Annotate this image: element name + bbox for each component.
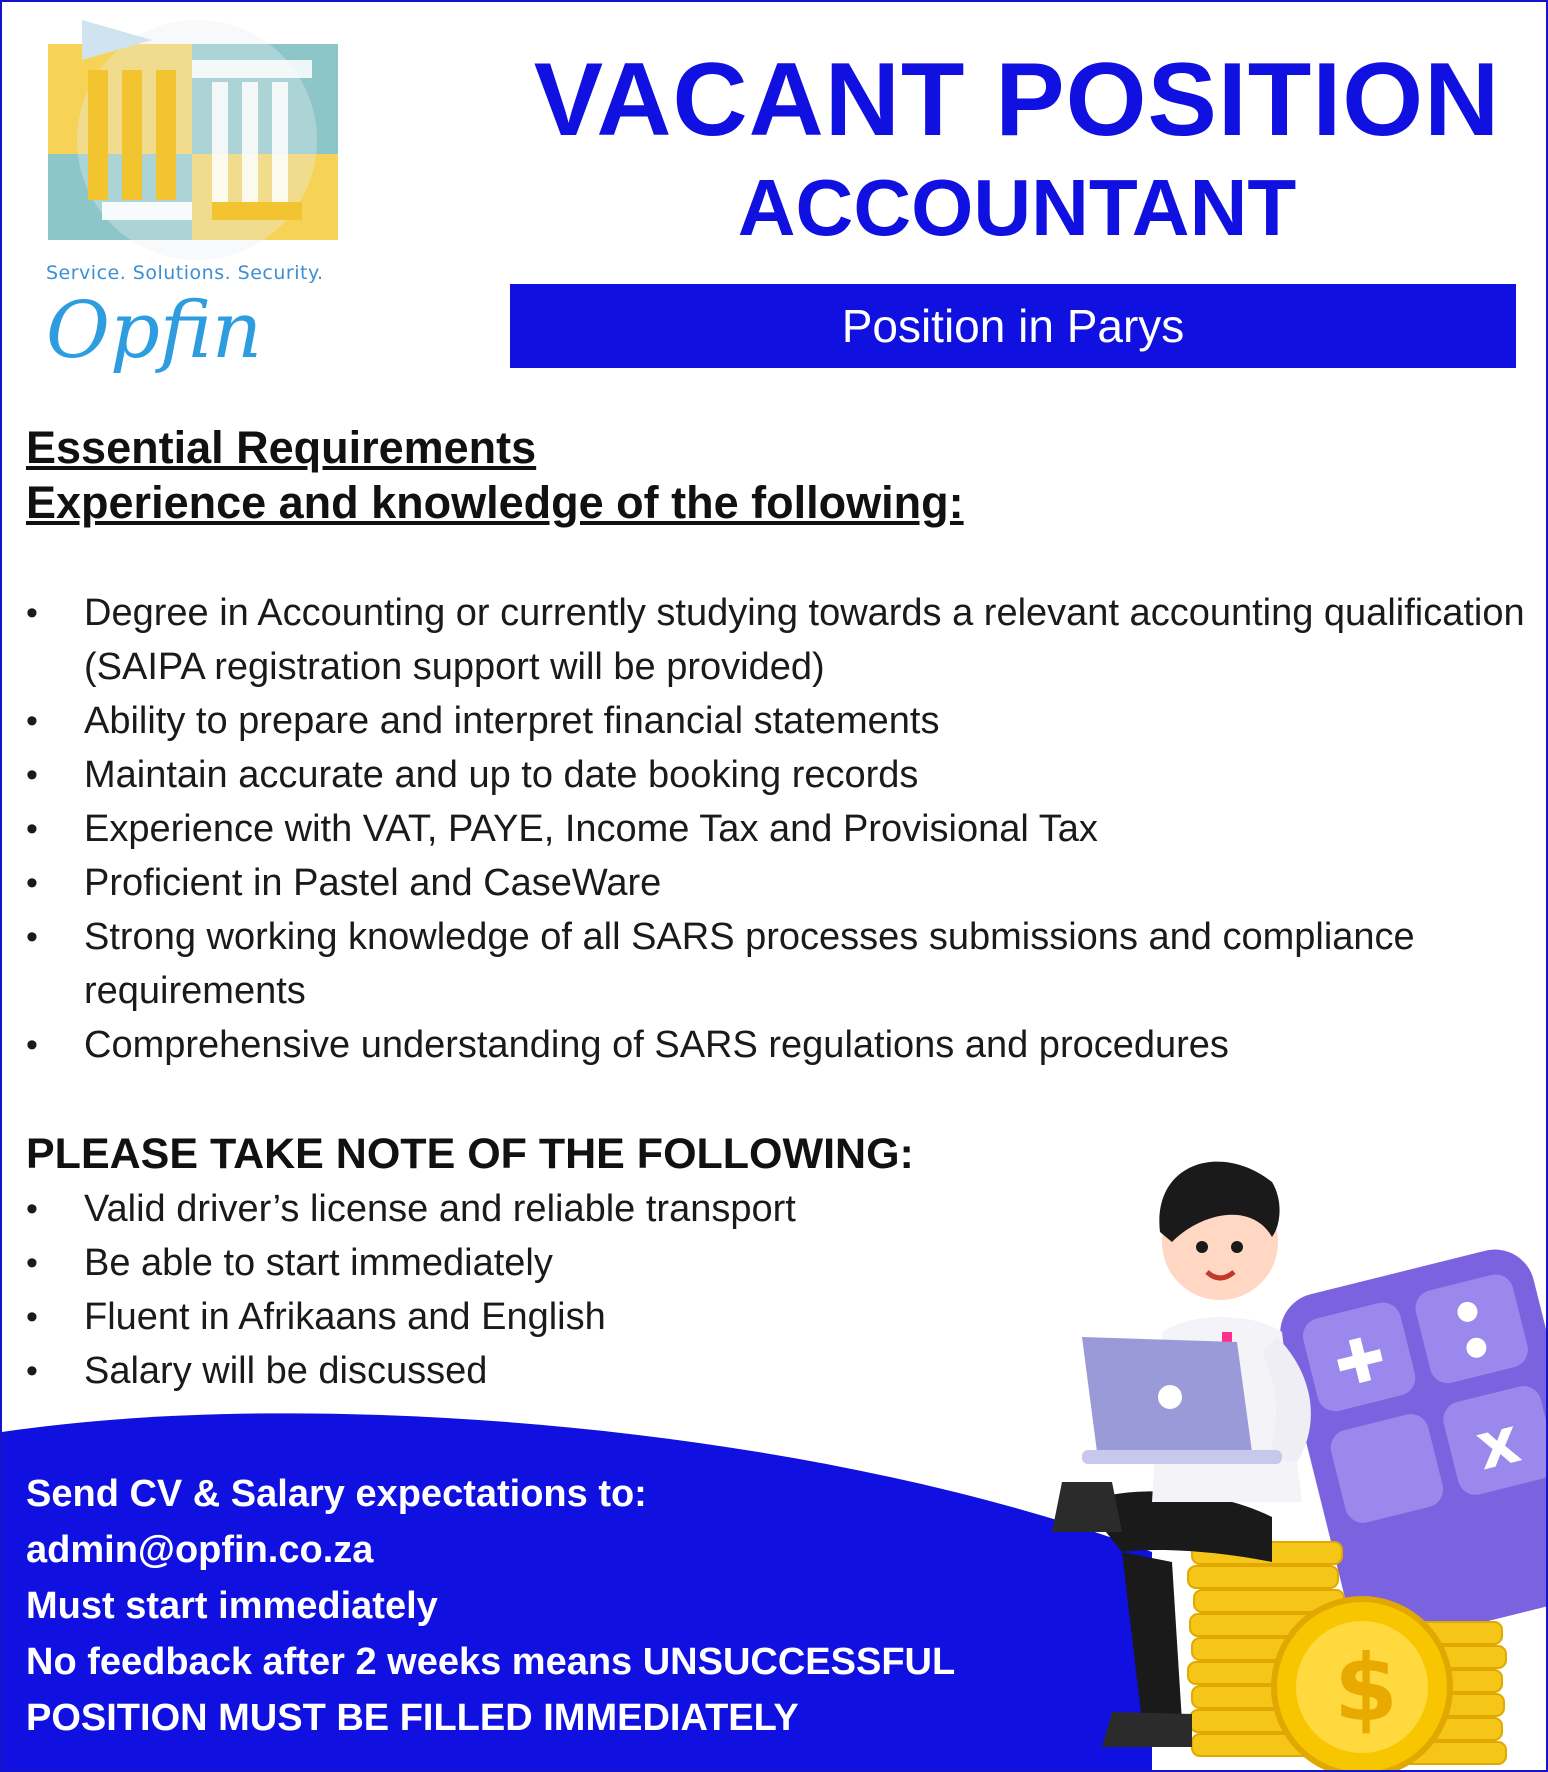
list-item: • Degree in Accounting or currently studying towards a relevant accounting qualification (SAIPA registration support will be provided) bbox=[26, 586, 1526, 694]
list-item: • Be able to start immediately bbox=[26, 1236, 1026, 1290]
requirements-list bbox=[26, 586, 1526, 1072]
page-title: VACANT POSITION bbox=[533, 42, 1501, 158]
requirements-heading bbox=[26, 420, 964, 530]
location-banner: Position in Parys bbox=[510, 284, 1516, 368]
list-item: • Fluent in Afrikaans and English bbox=[26, 1290, 1026, 1344]
logo-wordmark: Opfin bbox=[46, 286, 263, 376]
list-item: • Valid driver’s license and reliable transport bbox=[26, 1182, 1026, 1236]
footer-filled-note: POSITION MUST BE FILLED IMMEDIATELY bbox=[26, 1697, 799, 1739]
list-item: • Strong working knowledge of all SARS processes submissions and compliance requirements bbox=[26, 910, 1526, 1018]
list-item: • Comprehensive understanding of SARS regulations and procedures bbox=[26, 1018, 1526, 1072]
logo-tagline: Service. Solutions. Security. bbox=[46, 262, 324, 284]
list-item: • Ability to prepare and interpret financial statements bbox=[26, 694, 1526, 748]
notes-heading: PLEASE TAKE NOTE OF THE FOLLOWING: bbox=[26, 1130, 914, 1178]
list-item: • Experience with VAT, PAYE, Income Tax and Provisional Tax bbox=[26, 802, 1526, 856]
logo-columns-icon bbox=[42, 20, 352, 260]
notes-list bbox=[26, 1182, 1026, 1398]
footer-feedback-note: No feedback after 2 weeks means UNSUCCESSFUL bbox=[26, 1641, 956, 1683]
list-item: • Maintain accurate and up to date booking records bbox=[26, 748, 1526, 802]
requirements-heading-line2: Experience and knowledge of the following: bbox=[26, 477, 964, 528]
contact-email-link[interactable]: admin@opfin.co.za bbox=[26, 1529, 374, 1571]
position-title: ACCOUNTANT bbox=[737, 163, 1297, 252]
list-item: • Salary will be discussed bbox=[26, 1344, 1026, 1398]
svg-text:$: $ bbox=[1334, 1635, 1399, 1742]
footer-start-note: Must start immediately bbox=[26, 1585, 438, 1627]
requirements-heading-line1: Essential Requirements bbox=[26, 422, 537, 473]
list-item: • Proficient in Pastel and CaseWare bbox=[26, 856, 1526, 910]
accountant-illustration-icon bbox=[1022, 1122, 1548, 1772]
svg-text:x: x bbox=[1469, 1403, 1528, 1486]
footer-contact bbox=[26, 1466, 955, 1746]
footer-send-cv: Send CV & Salary expectations to: bbox=[26, 1473, 647, 1515]
opfin-logo bbox=[42, 20, 352, 410]
